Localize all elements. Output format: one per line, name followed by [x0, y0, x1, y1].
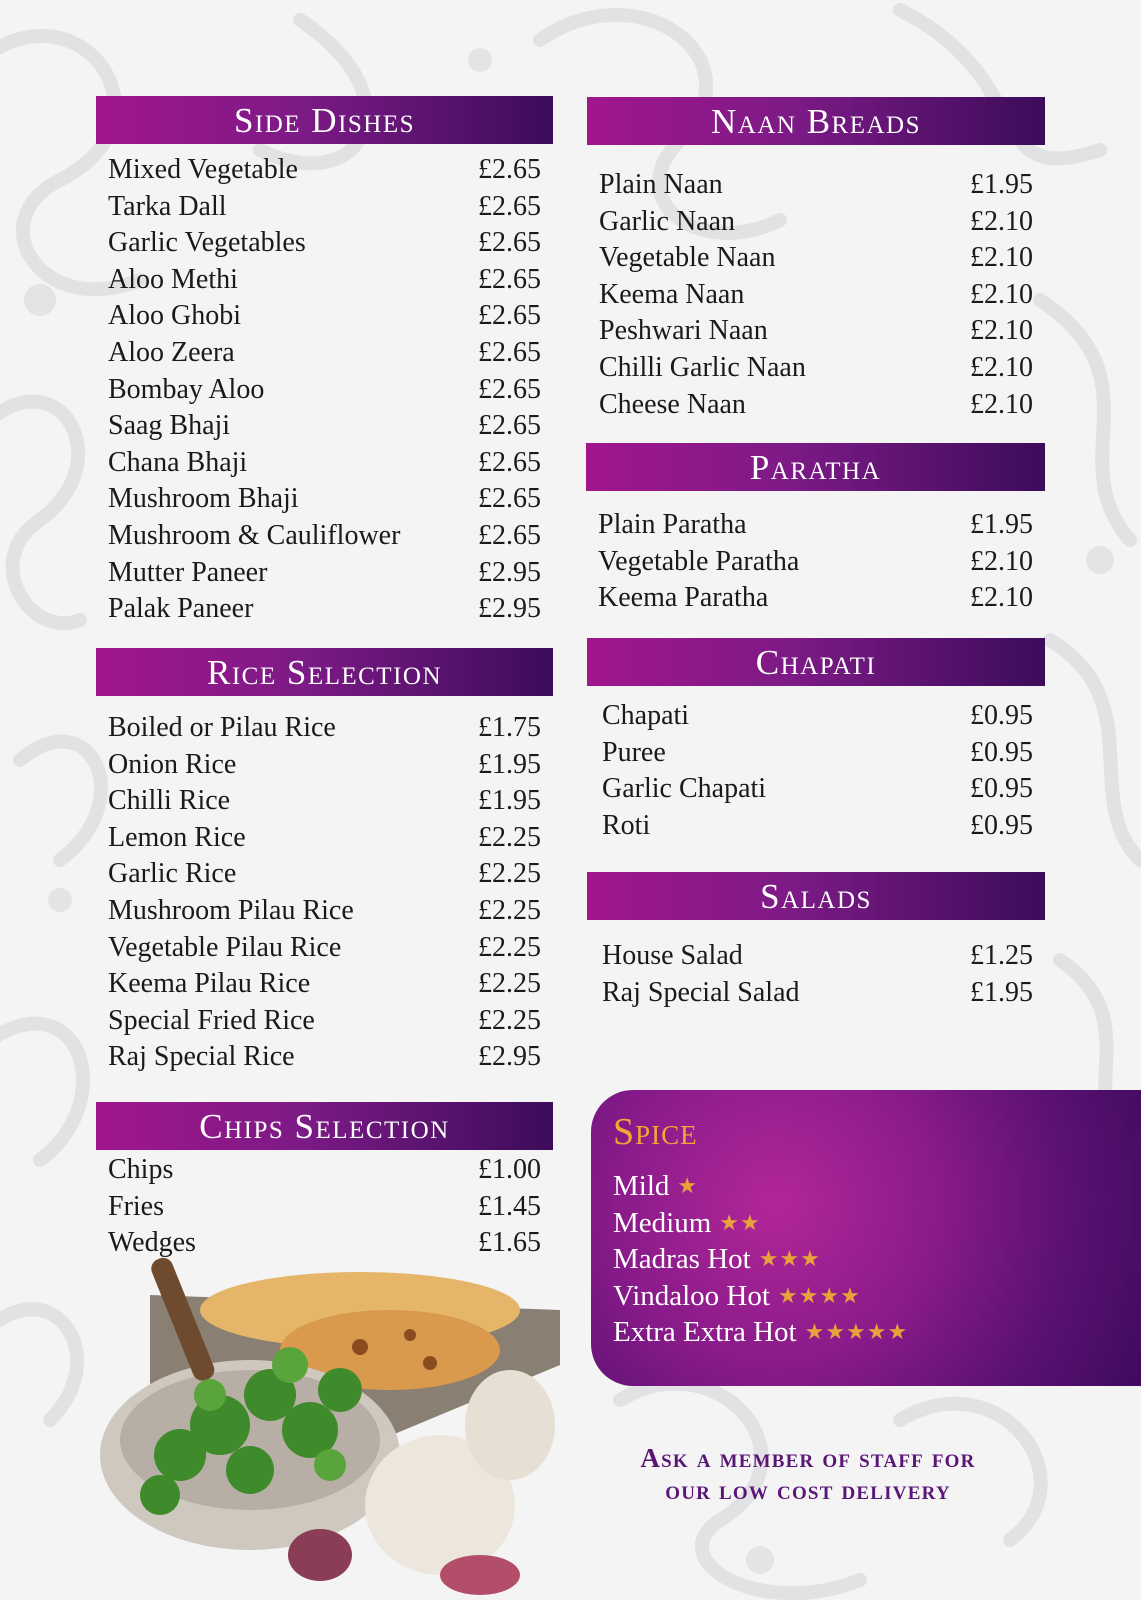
menu-item — [602, 975, 1033, 1012]
item-name: Mushroom Pilau Rice — [108, 894, 354, 926]
menu-list — [96, 1150, 553, 1262]
item-name: Tarka Dall — [108, 190, 227, 222]
item-name: Plain Naan — [599, 169, 723, 200]
spice-levels — [613, 1168, 908, 1351]
star-icon: ★★★★ — [777, 1282, 861, 1308]
menu-item — [108, 966, 541, 1003]
item-name: Mixed Vegetable — [108, 154, 298, 185]
item-name: Raj Special Rice — [108, 1041, 295, 1073]
item-name: Saag Bhaji — [108, 410, 231, 442]
spice-level — [613, 1241, 908, 1278]
item-price: £2.10 — [970, 315, 1033, 347]
spice-level — [613, 1205, 908, 1242]
section-title: Chapati — [587, 638, 1045, 686]
menu-list — [587, 686, 1045, 844]
item-price: £2.65 — [478, 373, 541, 405]
menu-item — [108, 555, 541, 592]
menu-item — [108, 1189, 541, 1226]
item-price: £2.25 — [478, 1004, 541, 1036]
menu-item — [599, 313, 1033, 350]
item-price: £2.95 — [478, 1041, 541, 1073]
item-price: £2.25 — [478, 931, 541, 963]
item-price: £0.95 — [970, 773, 1033, 805]
chapati-section — [587, 638, 1045, 844]
item-price: £2.95 — [478, 556, 541, 588]
item-price: £0.95 — [970, 809, 1033, 841]
section-title: Paratha — [586, 443, 1045, 491]
menu-item — [599, 277, 1033, 314]
item-price: £2.10 — [970, 242, 1033, 274]
spice-legend — [591, 1090, 1141, 1386]
item-name: Mushroom Bhaji — [108, 483, 299, 515]
chips-selection-section — [96, 1102, 553, 1262]
item-name: Keema Naan — [599, 278, 745, 310]
item-price: £2.65 — [478, 519, 541, 551]
section-title: Rice Selection — [96, 648, 553, 696]
item-name: Vegetable Paratha — [598, 545, 800, 577]
item-price: £1.75 — [478, 712, 541, 743]
menu-item — [108, 930, 541, 967]
item-name: Garlic Vegetables — [108, 227, 306, 259]
item-price: £2.65 — [478, 154, 541, 185]
item-name: Bombay Aloo — [108, 373, 265, 405]
item-price: £2.10 — [970, 545, 1033, 577]
menu-item — [599, 240, 1033, 277]
star-icon: ★★★ — [758, 1246, 821, 1272]
rice-selection-section — [96, 648, 553, 1076]
menu-item — [602, 698, 1033, 735]
naan-breads-section — [587, 97, 1045, 423]
star-icon: ★★★★★ — [804, 1319, 909, 1345]
item-price: £2.10 — [970, 351, 1033, 383]
item-price: £2.25 — [478, 968, 541, 1000]
item-price: £1.95 — [970, 976, 1033, 1008]
item-name: Aloo Ghobi — [108, 300, 241, 332]
menu-item — [108, 408, 541, 445]
menu-list — [586, 491, 1045, 617]
star-icon: ★ — [677, 1173, 699, 1198]
item-price: £2.10 — [970, 388, 1033, 420]
item-price: £0.95 — [970, 736, 1033, 768]
item-price: £0.95 — [970, 700, 1033, 731]
item-name: Wedges — [108, 1227, 196, 1259]
menu-item — [108, 1152, 541, 1189]
menu-list — [96, 144, 553, 628]
menu-item — [108, 710, 541, 747]
item-name: Keema Paratha — [598, 582, 769, 614]
menu-item — [108, 820, 541, 857]
spice-level-label: Extra Extra Hot — [613, 1316, 797, 1349]
item-price: £1.25 — [970, 940, 1033, 971]
menu-item — [602, 808, 1033, 845]
item-name: Garlic Rice — [108, 858, 237, 890]
item-price: £1.95 — [970, 509, 1033, 540]
menu-item — [602, 938, 1033, 975]
item-name: Onion Rice — [108, 748, 237, 780]
menu-item — [108, 335, 541, 372]
paratha-section — [586, 443, 1045, 617]
food-illustration — [90, 1255, 590, 1600]
item-name: Lemon Rice — [108, 821, 246, 853]
spice-level — [613, 1314, 908, 1351]
menu-list — [587, 145, 1045, 423]
item-name: Chapati — [602, 700, 690, 731]
menu-item — [108, 591, 541, 628]
item-name: Chana Bhaji — [108, 446, 248, 478]
menu-item — [599, 167, 1033, 204]
item-name: Cheese Naan — [599, 388, 746, 420]
item-name: Boiled or Pilau Rice — [108, 712, 336, 743]
star-icon: ★★ — [719, 1209, 761, 1235]
spice-level — [613, 1278, 908, 1315]
spice-level-label: Madras Hot — [613, 1243, 751, 1276]
item-price: £1.95 — [478, 748, 541, 780]
item-name: Plain Paratha — [598, 509, 747, 540]
item-name: Keema Pilau Rice — [108, 968, 311, 1000]
menu-item — [598, 507, 1033, 544]
item-price: £2.25 — [478, 894, 541, 926]
spice-level — [613, 1168, 908, 1205]
item-name: Fries — [108, 1190, 164, 1222]
menu-item — [108, 445, 541, 482]
menu-item — [108, 518, 541, 555]
salads-section — [587, 872, 1045, 1011]
delivery-note — [598, 1442, 1018, 1506]
item-price: £2.10 — [970, 278, 1033, 310]
menu-item — [108, 893, 541, 930]
item-name: Chilli Rice — [108, 785, 231, 817]
item-name: Vegetable Naan — [599, 242, 776, 274]
menu-item — [108, 225, 541, 262]
item-name: Aloo Zeera — [108, 336, 235, 368]
item-price: £2.65 — [478, 190, 541, 222]
spice-level-label: Medium — [613, 1206, 712, 1239]
item-price: £2.95 — [478, 593, 541, 625]
item-name: Garlic Chapati — [602, 773, 767, 805]
side-dishes-section — [96, 96, 553, 628]
section-title: Side Dishes — [96, 96, 553, 144]
item-price: £2.65 — [478, 336, 541, 368]
section-title: Salads — [587, 872, 1045, 920]
item-price: £2.65 — [478, 300, 541, 332]
item-price: £2.65 — [478, 227, 541, 259]
menu-item — [599, 387, 1033, 424]
menu-list — [96, 696, 553, 1076]
menu-item — [599, 350, 1033, 387]
menu-item — [108, 1003, 541, 1040]
item-price: £2.25 — [478, 821, 541, 853]
menu-item — [108, 298, 541, 335]
item-price: £1.95 — [970, 169, 1033, 200]
menu-item — [108, 856, 541, 893]
spice-level-label: Vindaloo Hot — [613, 1279, 770, 1312]
item-name: Chilli Garlic Naan — [599, 351, 806, 383]
menu-item — [598, 580, 1033, 617]
menu-list — [587, 920, 1045, 1011]
menu-item — [599, 204, 1033, 241]
item-name: Roti — [602, 809, 651, 841]
menu-item — [108, 747, 541, 784]
spice-level-label: Mild — [613, 1170, 670, 1202]
menu-item — [602, 735, 1033, 772]
item-price: £2.65 — [478, 410, 541, 442]
item-name: Chips — [108, 1154, 174, 1185]
menu-item — [108, 372, 541, 409]
menu-item — [108, 783, 541, 820]
item-name: Palak Paneer — [108, 593, 254, 625]
item-price: £1.95 — [478, 785, 541, 817]
delivery-line-1: Ask a member of staff for — [640, 1443, 976, 1473]
menu-item — [108, 262, 541, 299]
menu-item — [108, 152, 541, 189]
item-price: £1.00 — [478, 1154, 541, 1185]
item-price: £2.10 — [970, 582, 1033, 614]
item-price: £1.65 — [478, 1227, 541, 1259]
item-name: Peshwari Naan — [599, 315, 768, 347]
item-name: Garlic Naan — [599, 205, 736, 237]
item-price: £2.65 — [478, 483, 541, 515]
menu-item — [602, 771, 1033, 808]
delivery-line-2: our low cost delivery — [665, 1475, 951, 1505]
item-name: Puree — [602, 736, 666, 768]
spice-title: Spice — [613, 1111, 698, 1153]
menu-item — [108, 189, 541, 226]
menu-item — [108, 1039, 541, 1076]
item-price: £1.45 — [478, 1190, 541, 1222]
item-name: Mutter Paneer — [108, 556, 268, 588]
item-price: £2.65 — [478, 446, 541, 478]
item-name: House Salad — [602, 940, 743, 971]
item-name: Vegetable Pilau Rice — [108, 931, 342, 963]
menu-item — [108, 481, 541, 518]
item-price: £2.10 — [970, 205, 1033, 237]
item-price: £2.25 — [478, 858, 541, 890]
menu-item — [598, 544, 1033, 581]
menu-item — [108, 1225, 541, 1262]
item-price: £2.65 — [478, 263, 541, 295]
section-title: Naan Breads — [587, 97, 1045, 145]
item-name: Raj Special Salad — [602, 976, 800, 1008]
section-title: Chips Selection — [96, 1102, 553, 1150]
item-name: Aloo Methi — [108, 263, 238, 295]
item-name: Special Fried Rice — [108, 1004, 315, 1036]
item-name: Mushroom & Cauliflower — [108, 519, 401, 551]
